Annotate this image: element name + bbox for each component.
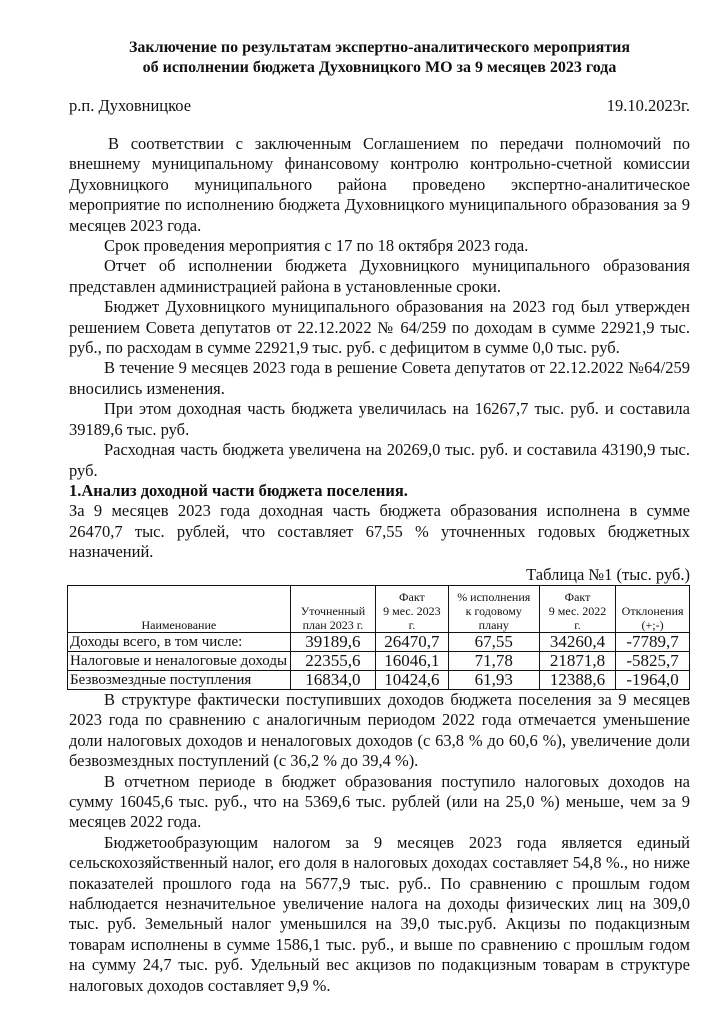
paragraph-agreement: В соответствии с заключенным Соглашением по передачи полномочий по внешнему муниципальному финансовому контролю контрольно-счетной комиссии Духовницкого муниципального района проведено экспертно-аналитическое мероприятие по исполнению бюджета Духовницкого муниципального образования за 9 месяцев 2023 года. [69,134,690,235]
table-row [68,670,690,689]
row-percent: 67,55 [448,632,539,651]
paragraph-revenue-execution: За 9 месяцев 2023 года доходная часть бюджета образования исполнена в сумме 26470,7 тыс. рублей, что составляет 67,55 % уточненных годовых бюджетных назначений. [69,501,690,562]
row-plan: 39189,6 [290,632,375,651]
header-fact-2023: Факт 9 мес. 2023 г. [376,585,449,632]
header-percent: % исполнения к годовому плану [448,585,539,632]
paragraph-revenue-increase: При этом доходная часть бюджета увеличилась на 16267,7 тыс. руб. и составила 39189,6 тыс. руб. [69,399,690,439]
row-name: Безвозмездные поступления [68,670,291,689]
row-deviation: -1964,0 [616,670,690,689]
row-fact-2023: 10424,6 [376,670,449,689]
place: р.п. Духовницкое [69,96,192,115]
paragraph-revenue-structure: В структуре фактически поступивших доходов бюджета поселения за 9 месяцев 2023 года по сравнению с аналогичным периодом 2022 года отмечается уменьшение доли налоговых доходов и неналоговых доходов (с 63,8 % до 60,6 %), увеличение доли безвозмездных поступлений (с 36,2 % до 39,4 %). [69,689,690,771]
title-line-2: об исполнении бюджета Духовницкого МО за 9 месяцев 2023 года [142,59,617,76]
row-fact-2023: 26470,7 [376,632,449,651]
document-body [69,134,690,996]
row-plan: 16834,0 [290,670,375,689]
row-fact-2022: 34260,4 [539,632,615,651]
date: 19.10.2023г. [606,96,690,115]
paragraph-changes: В течение 9 месяцев 2023 года в решение Совета депутатов от 22.12.2022 №64/259 вносились изменения. [69,358,690,398]
table-caption: Таблица №1 (тыс. руб.) [526,564,690,584]
row-deviation: -7789,7 [616,632,690,651]
table-row [68,632,690,651]
section-heading-revenue-analysis: 1.Анализ доходной части бюджета поселения. [69,480,408,500]
document-title [69,38,690,78]
row-percent: 71,78 [448,651,539,670]
row-fact-2022: 12388,6 [539,670,615,689]
row-deviation: -5825,7 [616,651,690,670]
row-plan: 22355,6 [290,651,375,670]
revenue-table [67,585,690,690]
row-name: Налоговые и неналоговые доходы [68,651,291,670]
paragraph-tax-revenue: В отчетном периоде в бюджет образования поступило налоговых доходов на сумму 16045,6 тыс. руб., что на 5369,6 тыс. рублей (или на 25,0 %) меньше, чем за 9 месяцев 2022 года. [69,771,690,832]
title-line-1: Заключение по результатам экспертно-аналитического мероприятия [128,39,631,56]
header-fact-2022: Факт 9 мес. 2022 г. [539,585,615,632]
place-date-line [69,96,690,116]
paragraph-report: Отчет об исполнении бюджета Духовницкого муниципального образования представлен администрацией района в установленные сроки. [69,256,690,296]
table-header-row [68,585,690,632]
table-row [68,651,690,670]
header-deviation: Отклонения (+;-) [616,585,690,632]
paragraph-period: Срок проведения мероприятия с 17 по 18 октября 2023 года. [104,236,529,256]
header-plan: Уточненный план 2023 г. [290,585,375,632]
row-percent: 61,93 [448,670,539,689]
paragraph-agricultural-tax: Бюджетообразующим налогом за 9 месяцев 2023 года является единый сельскохозяйственный налог, его доля в налоговых доходах составляет 54,8 %., но ниже показателей прошлого года на 5677,9 тыс. руб.. По сравнению с прошлым годом наблюдается незначительное увеличение налога на доходы физических лиц на 309,0 тыс. руб. Земельный налог уменьшился на 39,0 тыс.руб. Акцизы по подакцизным товарам исполнены в сумме 1586,1 тыс. руб., и выше по сравнению с прошлым годом на сумму 24,7 тыс. руб. Удельный вес акцизов по подакцизным товарам в структуре налоговых доходов составляет 9,9 %. [69,832,690,995]
row-fact-2022: 21871,8 [539,651,615,670]
paragraph-expense-increase: Расходная часть бюджета увеличена на 20269,0 тыс. руб. и составила 43190,9 тыс. руб. [69,440,690,480]
header-name: Наименование [68,585,291,632]
row-fact-2023: 16046,1 [376,651,449,670]
row-name: Доходы всего, в том числе: [68,632,291,651]
paragraph-budget-approved: Бюджет Духовницкого муниципального образования на 2023 год был утвержден решением Совета депутатов от 22.12.2022 № 64/259 по доходам в сумме 22921,9 тыс. руб., по расходам в сумме 22921,9 тыс. руб. с дефицитом в сумме 0,0 тыс. руб. [69,297,690,358]
document-page [69,38,690,996]
